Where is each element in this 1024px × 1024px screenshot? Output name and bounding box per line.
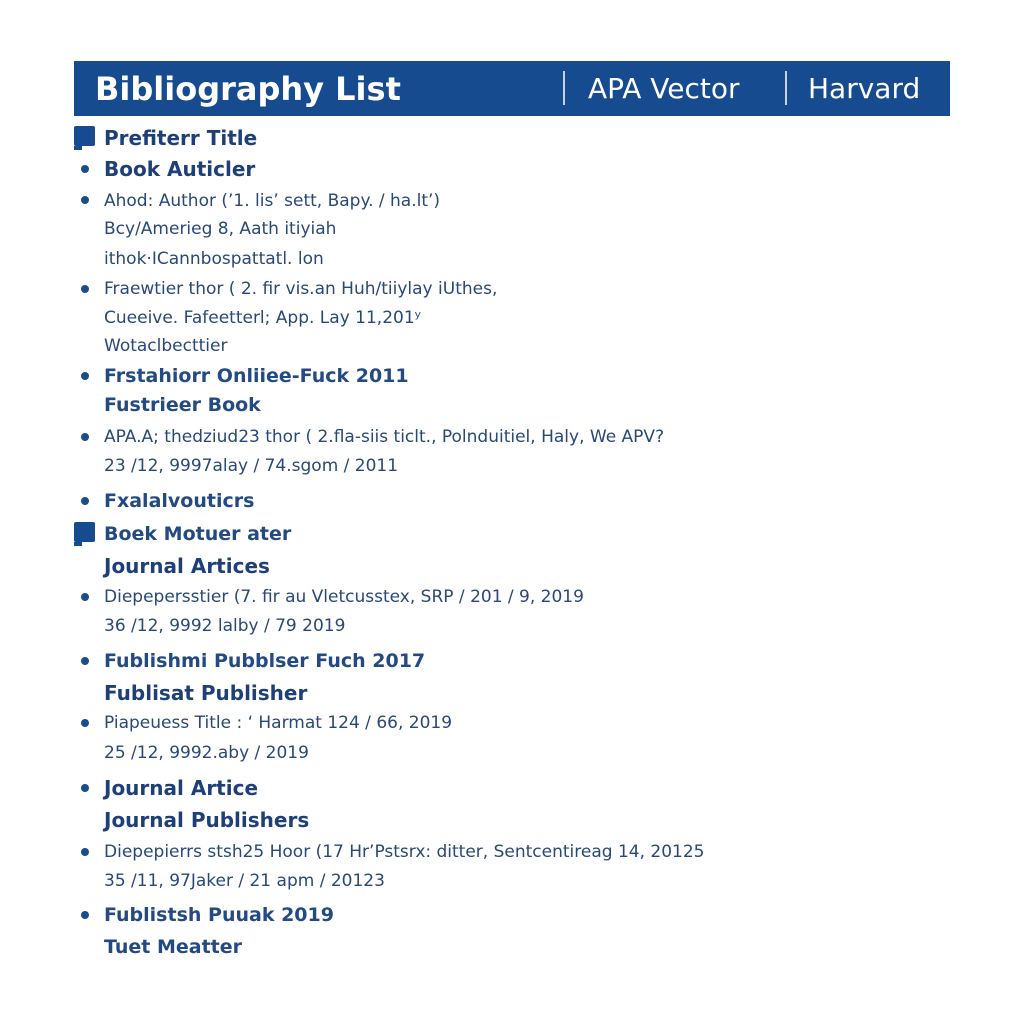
tab-divider	[785, 71, 787, 105]
bullet-icon	[81, 911, 89, 919]
reference-line: Bcy/Amerieg 8, Aath itiyiah	[104, 219, 337, 239]
bullet-icon	[81, 285, 89, 293]
section-title: Prefiterr Title	[104, 126, 258, 150]
reference-line: Ahod: Author (’1. lis’ sett, Bapy. / ha.lt’)	[104, 191, 441, 211]
section-subtitle: Journal Artices	[104, 554, 270, 578]
bullet-icon	[81, 657, 89, 665]
reference-line: Cueeive. Fafeetterl; App. Lay 11,201ʸ	[104, 308, 421, 328]
item-subtitle: Fublisat Publisher	[104, 681, 308, 705]
item-subtitle: Tuet Meatter	[104, 936, 243, 958]
item-title: Fublishmi Pubblser Fuch 2017	[104, 650, 426, 672]
item-title: Fublistsh Puuak 2019	[104, 904, 334, 926]
reference-line: 23 /12, 9997alay / 74.sgom / 2011	[104, 456, 399, 476]
reference-line: Piapeuess Title : ‘ Harmat 124 / 66, 2019	[104, 713, 453, 733]
bullet-icon	[81, 848, 89, 856]
item-title: Journal Artice	[104, 776, 259, 800]
reference-line: 25 /12, 9992.aby / 2019	[104, 743, 309, 763]
item-subtitle: Journal Publishers	[104, 808, 310, 832]
tab-divider	[563, 71, 565, 105]
reference-line: Diepepersstier (7. fir au Vletcusstex, SRP / 201 / 9, 2019	[104, 587, 584, 607]
bullet-icon	[81, 497, 89, 505]
square-icon	[74, 522, 95, 542]
bullet-icon	[81, 165, 89, 173]
item-title: Book Auticler	[104, 157, 256, 181]
bullet-icon	[81, 784, 89, 792]
item-title: Frstahiorr Onliiee-Fuck 2011	[104, 365, 409, 387]
bullet-icon	[81, 719, 89, 727]
bullet-icon	[81, 433, 89, 441]
reference-line: 35 /11, 97Jaker / 21 apm / 20123	[104, 871, 385, 891]
reference-line: Wotaclbecttier	[104, 336, 228, 356]
square-icon	[74, 126, 95, 146]
item-title: Fxalalvouticrs	[104, 490, 255, 512]
reference-line: ithok·ICannbospattatl. lon	[104, 249, 324, 269]
tab-apa-vector[interactable]: APA Vector	[588, 72, 740, 105]
page-title: Bibliography List	[95, 70, 401, 108]
reference-line: Fraewtier thor ( 2. fir vis.an Huh/tiiylay iUthes,	[104, 279, 498, 299]
reference-line: 36 /12, 9992 lalby / 79 2019	[104, 616, 346, 636]
bullet-icon	[81, 593, 89, 601]
reference-line: APA.A; thedziud23 thor ( 2.fla-siis ticlt., Polnduitiel, Haly, We APV?	[104, 427, 665, 447]
bullet-icon	[81, 372, 89, 380]
item-subtitle: Fustrieer Book	[104, 394, 261, 416]
section-title: Boek Motuer ater	[104, 523, 292, 545]
bullet-icon	[81, 196, 89, 204]
tab-harvard[interactable]: Harvard	[808, 72, 921, 105]
header-bar	[74, 61, 950, 116]
reference-line: Diepepierrs stsh25 Hoor (17 Hr’Pstsrx: ditter, Sentcentireag 14, 20125	[104, 842, 705, 862]
